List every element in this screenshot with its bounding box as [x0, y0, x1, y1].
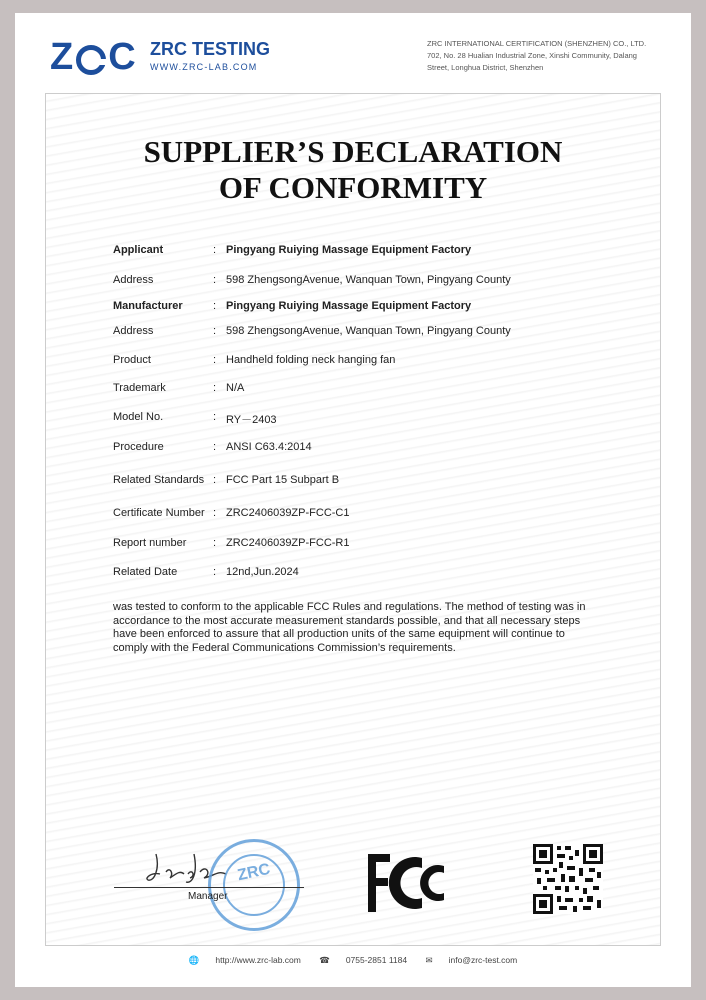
field-colon: : — [213, 441, 217, 453]
field-label: Address — [113, 325, 154, 337]
signature-caption: Manager — [188, 891, 228, 902]
field-label: Model No. — [113, 411, 164, 423]
website-link[interactable]: http://www.zrc-lab.com — [215, 955, 301, 965]
field-colon: : — [213, 537, 217, 549]
field-value: ANSI C63.4:2014 — [226, 441, 312, 453]
field-colon: : — [213, 411, 217, 423]
stamp-text: ZRC — [236, 860, 272, 885]
field-label: Address — [113, 274, 154, 286]
field-colon: : — [213, 300, 217, 312]
company-address — [427, 38, 677, 74]
signature-line — [114, 887, 304, 888]
address-line: Street, Longhua District, Shenzhen — [427, 63, 544, 72]
field-label: Report number — [113, 537, 187, 549]
certificate-page — [15, 13, 691, 987]
field-value: ZRC2406039ZP-FCC-C1 — [226, 507, 350, 519]
field-colon: : — [213, 274, 217, 286]
logo-company-name: ZRC TESTING — [150, 39, 270, 59]
field-label: Related Date — [113, 566, 178, 578]
field-colon: : — [213, 566, 217, 578]
field-colon: : — [213, 325, 217, 337]
field-colon: : — [213, 354, 217, 366]
conformity-statement: was tested to conform to the applicable FCC Rules and regulations. The method of testing was in accordance to the most accurate measurement standards possible, and that all necessary steps have been enforced to assure that all production units of the same equipment will continue to comply with the Federal Communications Commission’s requirements. — [113, 601, 586, 654]
phone-number: 0755-2851 1184 — [345, 955, 408, 965]
title-line: SUPPLIER’S DECLARATION — [143, 134, 563, 169]
field-label: Related Standards — [113, 474, 205, 486]
logo-letters: Z C — [50, 36, 137, 78]
field-value: ZRC2406039ZP-FCC-R1 — [226, 537, 350, 549]
globe-icon: 🌐 — [188, 955, 200, 965]
footer-contact — [15, 955, 691, 966]
title-line: OF CONFORMITY — [218, 170, 488, 205]
field-value: RY－2403 — [226, 414, 277, 426]
field-label: Manufacturer — [113, 300, 183, 312]
field-value: FCC Part 15 Subpart B — [226, 474, 340, 486]
field-value: 12nd,Jun.2024 — [226, 566, 299, 578]
field-value: 598 ZhengsongAvenue, Wanquan Town, Pingyang County — [226, 325, 511, 337]
field-label: Applicant — [113, 244, 164, 256]
document-title — [46, 134, 660, 206]
field-colon: : — [213, 382, 217, 394]
email-icon: ✉ — [425, 955, 433, 965]
field-value: N/A — [226, 382, 245, 394]
company-stamp — [208, 839, 300, 931]
field-colon: : — [213, 474, 217, 486]
field-value: Pingyang Ruiying Massage Equipment Factory — [226, 244, 472, 256]
field-label: Certificate Number — [113, 507, 205, 519]
qr-code — [533, 844, 603, 914]
field-value: Pingyang Ruiying Massage Equipment Factory — [226, 300, 472, 312]
field-colon: : — [213, 244, 217, 256]
field-value: Handheld folding neck hanging fan — [226, 354, 396, 366]
field-label: Trademark — [113, 382, 166, 394]
logo-website: WWW.ZRC-LAB.COM — [150, 62, 258, 72]
field-value: 598 ZhengsongAvenue, Wanquan Town, Pingyang County — [226, 274, 511, 286]
address-line: ZRC INTERNATIONAL CERTIFICATION (SHENZHEN) CO., LTD. — [427, 39, 647, 48]
phone-icon: ☎ — [319, 955, 330, 965]
zrc-logo — [50, 35, 290, 95]
address-line: 702, No. 28 Hualian Industrial Zone, Xinshi Community, Dalang — [427, 51, 637, 60]
fcc-logo — [364, 850, 448, 921]
certificate-body — [45, 93, 661, 946]
field-label: Procedure — [113, 441, 164, 453]
field-label: Product — [113, 354, 151, 366]
email-address[interactable]: info@zrc-test.com — [448, 955, 518, 965]
field-colon: : — [213, 507, 217, 519]
